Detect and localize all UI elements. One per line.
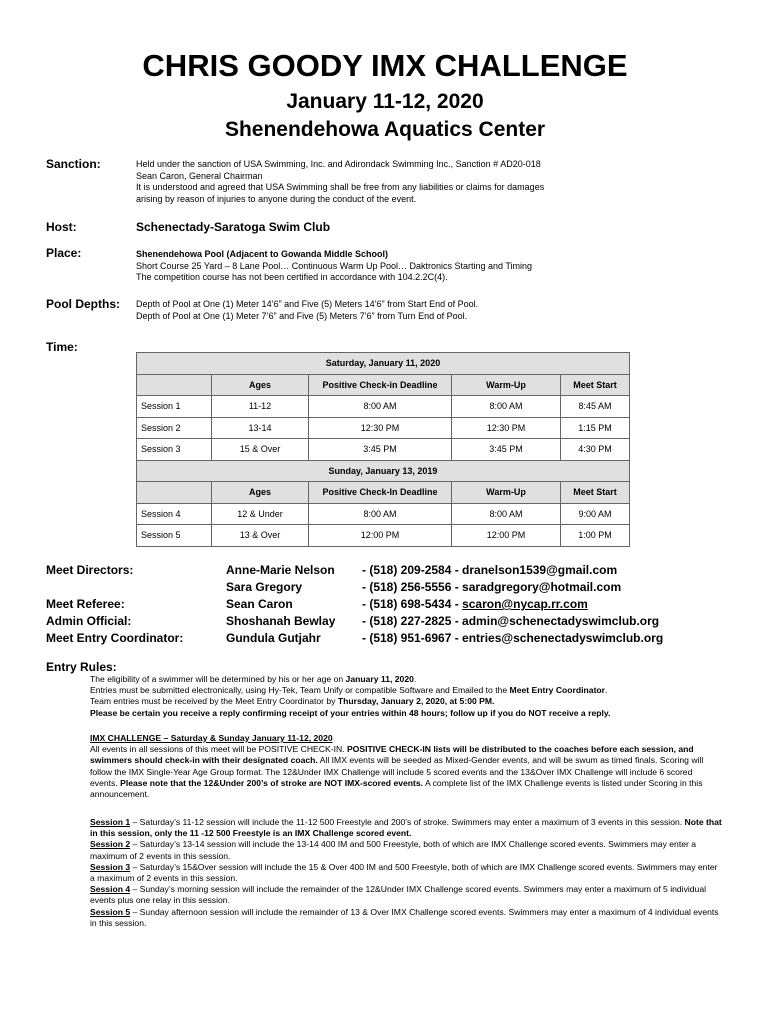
session-rules: [90, 817, 722, 929]
pool-depths-line: Depth of Pool at One (1) Meter 7’6” and Five (5) Meters 7’6” from Turn End of Pool.: [136, 310, 468, 321]
table-row: [137, 353, 630, 375]
imx-text: A complete list of the IMX Challenge events is listed under Scoring in this announcement.: [90, 777, 703, 800]
warmup-cell: 8:00 AM: [452, 396, 561, 418]
session1-rule: [90, 817, 722, 839]
ages-cell: 11-12: [212, 396, 309, 418]
column-header: Ages: [212, 374, 309, 396]
session-rule-text: – Saturday’s 13-14 session will include the 13-14 400 IM and 500 Freestyle, both of which are IMX Challenge scored events. Swimmers may enter a maximum of 2 events in this session.: [90, 839, 697, 861]
entry-rules-label: Entry Rules:: [46, 660, 117, 674]
host-value: Schenectady-Saratoga Swim Club: [136, 220, 331, 234]
rule-coordinator: Meet Entry Coordinator: [509, 685, 606, 696]
pool-depths-label: Pool Depths:: [46, 297, 120, 311]
rule-text: Team entries must be received by the Meet Entry Coordinator by: [90, 696, 338, 707]
warmup-cell: 12:00 PM: [452, 525, 561, 547]
session2-rule: [90, 839, 722, 861]
session-rule-text: – Sunday afternoon session will include the remainder of 13 & Over IMX Challenge scored events. Swimmers may enter a maximum of 4 individual events in this session.: [90, 906, 719, 928]
table-row: [137, 525, 630, 547]
ages-cell: 15 & Over: [212, 439, 309, 461]
start-cell: 9:00 AM: [561, 503, 630, 525]
rule-text: Entries must be submitted electronically, using Hy-Tek, Team Unify or compatible Software and Emailed to the: [90, 685, 510, 696]
start-cell: 8:45 AM: [561, 396, 630, 418]
column-header: Warm-Up: [452, 374, 561, 396]
imx-text: All events in all sessions of this meet will be POSITIVE CHECK-IN.: [90, 744, 347, 755]
table-row: [137, 439, 630, 461]
day2-heading: Sunday, January 13, 2019: [137, 460, 630, 482]
start-cell: 1:00 PM: [561, 525, 630, 547]
place-line: The competition course has not been certified in accordance with 104.2.2C(4).: [136, 272, 448, 282]
column-header: Meet Start: [561, 374, 630, 396]
admin-contact: - (518) 227-2825 - admin@schenectadyswimclub.org: [362, 614, 660, 628]
session5-rule: [90, 907, 722, 929]
entry-coordinator-label: Meet Entry Coordinator:: [46, 631, 184, 645]
rule-submission: [90, 685, 722, 696]
session4-rule: [90, 884, 722, 906]
session2-label: Session 2: [90, 839, 131, 850]
table-row: [137, 503, 630, 525]
place-line: Short Course 25 Yard – 8 Lane Pool… Continuous Warm Up Pool… Daktronics Starting and Timing: [136, 260, 533, 271]
schedule-table: [136, 352, 630, 547]
session-cell: Session 2: [137, 417, 212, 439]
director2-contact: - (518) 256-5556 - saradgregory@hotmail.com: [362, 580, 622, 594]
session3-label: Session 3: [90, 861, 131, 872]
time-label: Time:: [46, 340, 78, 354]
imx-challenge-section: [90, 733, 722, 800]
director1-contact: - (518) 209-2584 - dranelson1539@gmail.com: [362, 563, 618, 577]
start-cell: 4:30 PM: [561, 439, 630, 461]
session-rule-text: – Saturday’s 11-12 session will include the 11-12 500 Freestyle and 200’s of stroke. Swimmers may enter a maximum of 3 events in this session.: [130, 817, 685, 827]
warmup-cell: 12:30 PM: [452, 417, 561, 439]
sanction-line: It is understood and agreed that USA Swimming shall be free from any liabilities or claims for damages: [136, 182, 545, 192]
referee-phone: - (518) 698-5434 -: [362, 597, 463, 611]
session-cell: Session 3: [137, 439, 212, 461]
rule-date: January 11, 2020: [345, 674, 414, 684]
entry-rules-intro: [90, 674, 722, 719]
imx-bold-text: Please note that the 12&Under 200’s of stroke are NOT IMX-scored events.: [120, 777, 424, 788]
session-rule-text: – Saturday’s 15&Over session will include the 15 & Over 400 IM and 500 Freestyle, both of which are IMX Challenge scored events. Swimmers may enter a maximum of 2 events in this session.: [90, 861, 718, 884]
referee-contact: [362, 597, 588, 611]
checkin-cell: 3:45 PM: [309, 439, 452, 461]
session4-label: Session 4: [90, 884, 131, 895]
header-blank: [137, 374, 212, 396]
warmup-cell: 3:45 PM: [452, 439, 561, 461]
ages-cell: 13-14: [212, 417, 309, 439]
session5-label: Session 5: [90, 906, 131, 917]
entry-coordinator-contact: - (518) 951-6967 - entries@schenectadyswimclub.org: [362, 631, 664, 645]
place-text: [136, 249, 532, 284]
sanction-line: arising by reason of injuries to anyone during the conduct of the event.: [136, 193, 417, 204]
referee-email-link[interactable]: scaron@nycap.rr.com: [462, 597, 588, 611]
place-name: Shenendehowa Pool (Adjacent to Gowanda Middle School): [136, 249, 389, 259]
session1-label: Session 1: [90, 817, 131, 827]
rule-confirmation: Please be certain you receive a reply confirming receipt of your entries within 48 hours; follow up if you do NOT receive a reply.: [90, 707, 611, 718]
table-row: [137, 417, 630, 439]
table-row: [137, 374, 630, 396]
column-header: Warm-Up: [452, 482, 561, 504]
session-rule-text: – Sunday’s morning session will include the remainder of the 12&Under IMX Challenge scored events. Swimmers may enter a maximum of 5 individual events plus one relay in this session.: [90, 884, 707, 906]
rule-deadline-date: Thursday, January 2, 2020, at 5:00 PM.: [337, 696, 495, 707]
director1-name: Anne-Marie Nelson: [226, 563, 335, 577]
sanction-line: Sean Caron, General Chairman: [136, 170, 263, 181]
column-header: Meet Start: [561, 482, 630, 504]
ages-cell: 13 & Over: [212, 525, 309, 547]
checkin-cell: 8:00 AM: [309, 396, 452, 418]
imx-heading: IMX CHALLENGE – Saturday & Sunday January 11-12, 2020: [90, 733, 333, 743]
rule-eligibility: [90, 674, 722, 685]
director2-name: Sara Gregory: [226, 580, 303, 594]
checkin-cell: 8:00 AM: [309, 503, 452, 525]
meet-dates: January 11-12, 2020: [286, 90, 484, 113]
imx-paragraph: [90, 744, 722, 800]
imx-text: All IMX events will be seeded as Mixed-Gender events, and will be swum as timed finals. Scoring will follow the IMX Single-Year Age Group format. The 12&Under IMX Challenge will include 5 scored events and the 13&Over IMX Challenge will include 6 scored events.: [90, 755, 704, 788]
session-cell: Session 4: [137, 503, 212, 525]
session-rule-note: Note that in this session, only the 11 -12 500 Freestyle is an IMX Challenge scored event.: [90, 817, 722, 839]
sanction-line: Held under the sanction of USA Swimming, Inc. and Adirondack Swimming Inc., Sanction # AD20-018: [136, 159, 541, 169]
session-cell: Session 5: [137, 525, 212, 547]
host-label: Host:: [46, 220, 77, 234]
day1-heading: Saturday, January 11, 2020: [137, 353, 630, 375]
admin-official-label: Admin Official:: [46, 614, 132, 628]
session-cell: Session 1: [137, 396, 212, 418]
pool-depths-text: [136, 299, 478, 322]
imx-bold-text: POSITIVE CHECK-IN lists will be distributed to the coaches before each session, and swimmers should check-in with their designated coach.: [90, 744, 694, 766]
warmup-cell: 8:00 AM: [452, 503, 561, 525]
column-header: Positive Check-in Deadline: [309, 374, 452, 396]
table-row: [137, 396, 630, 418]
meet-referee-label: Meet Referee:: [46, 597, 125, 611]
rule-text: .: [413, 674, 417, 684]
sanction-text: [136, 159, 544, 205]
table-row: [137, 460, 630, 482]
column-header: Ages: [212, 482, 309, 504]
meet-venue: Shenendehowa Aquatics Center: [224, 118, 546, 141]
meet-title: CHRIS GOODY IMX CHALLENGE: [142, 48, 628, 83]
session3-rule: [90, 862, 722, 884]
checkin-cell: 12:00 PM: [309, 525, 452, 547]
meet-directors-label: Meet Directors:: [46, 563, 134, 577]
place-label: Place:: [46, 246, 82, 260]
rule-deadline: [90, 696, 722, 707]
checkin-cell: 12:30 PM: [309, 417, 452, 439]
sanction-label: Sanction:: [46, 157, 101, 171]
column-header: Positive Check-In Deadline: [309, 482, 452, 504]
table-row: [137, 482, 630, 504]
rule-text: .: [605, 685, 608, 696]
referee-name: Sean Caron: [226, 597, 293, 611]
ages-cell: 12 & Under: [212, 503, 309, 525]
entry-coordinator-name: Gundula Gutjahr: [226, 631, 321, 645]
admin-name: Shoshanah Bewlay: [226, 614, 336, 628]
header-blank: [137, 482, 212, 504]
start-cell: 1:15 PM: [561, 417, 630, 439]
rule-text: The eligibility of a swimmer will be determined by his or her age on: [90, 674, 346, 684]
pool-depths-line: Depth of Pool at One (1) Meter 14’6” and Five (5) Meters 14’6” from Start End of Pool.: [136, 299, 479, 309]
